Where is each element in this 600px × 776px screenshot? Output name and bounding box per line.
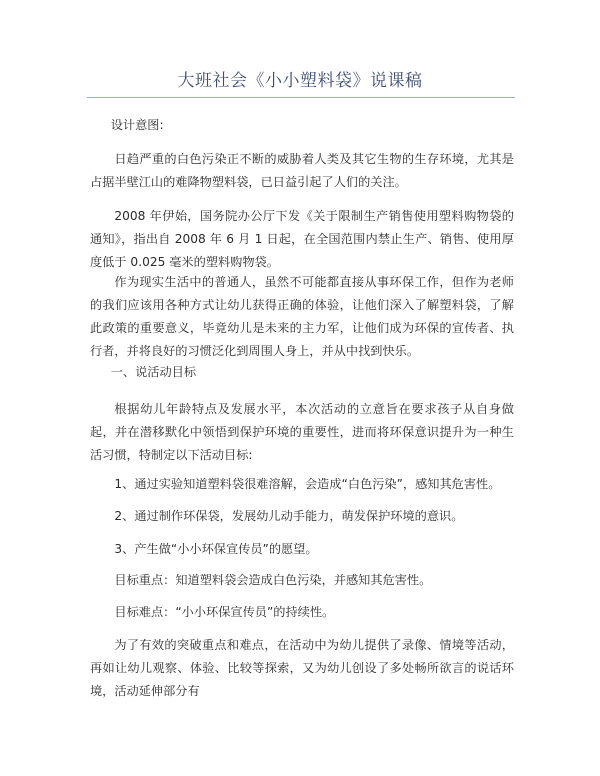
title-divider bbox=[87, 97, 515, 98]
paragraph-design-intent-label: 设计意图: bbox=[110, 118, 164, 132]
document-title: 大班社会《小小塑料袋》说课稿 bbox=[177, 71, 423, 91]
goal-item-1: 1、通过实验知道塑料袋很难溶解，会造成“白色污染”，感知其危害性。 bbox=[114, 477, 501, 491]
goal-item-3: 3、产生做“小小环保宣传员”的愿望。 bbox=[114, 542, 318, 556]
goal-key-point: 目标重点：知道塑料袋会造成白色污染，并感知其危害性。 bbox=[114, 573, 432, 587]
paragraph-pollution: 日趋严重的白色污染正不断的威胁着人类及其它生物的生存环境，尤其是占据半壁江山的难降物塑料袋，已日益引起了人们的关注。 bbox=[90, 152, 514, 189]
paragraph-policy: 2008 年伊始，国务院办公厅下发《关于限制生产销售使用塑料购物袋的通知》，指出自 2008 年 6 月 1 日起，在全国范围内禁止生产、销售、使用厚度低于 0.025 毫米的塑料购物袋。 bbox=[90, 209, 514, 269]
goal-item-2: 2、通过制作环保袋，发展幼儿动手能力，萌发保护环境的意识。 bbox=[114, 509, 464, 523]
paragraph-breakthrough: 为了有效的突破重点和难点，在活动中为幼儿提供了录像、情境等活动，再如让幼儿观察、体验、比较等探索，又为幼儿创设了多处畅所欲言的说话环境，活动延伸部分有 bbox=[90, 638, 514, 698]
paragraph-teacher-role: 作为现实生活中的普通人，虽然不可能都直接从事环保工作，但作为老师的我们应该用各种方式让幼儿获得正确的体验，让他们深入了解塑料袋，了解此政策的重要意义，毕竟幼儿是未来的主力军，让他们成为环保的宣传者、执行者，并将良好的习惯泛化到周围人身上，并从中找到快乐。 bbox=[90, 275, 514, 358]
paragraph-goals-intro: 根据幼儿年龄特点及发展水平，本次活动的立意旨在要求孩子从自身做起，并在潜移默化中领悟到保护环境的重要性，进而将环保意识提升为一种生活习惯，特制定以下活动目标: bbox=[90, 402, 514, 462]
section-heading-goals: 一、说活动目标 bbox=[110, 365, 197, 379]
goal-difficulty: 目标难点：“小小环保宣传员”的持续性。 bbox=[114, 605, 335, 619]
